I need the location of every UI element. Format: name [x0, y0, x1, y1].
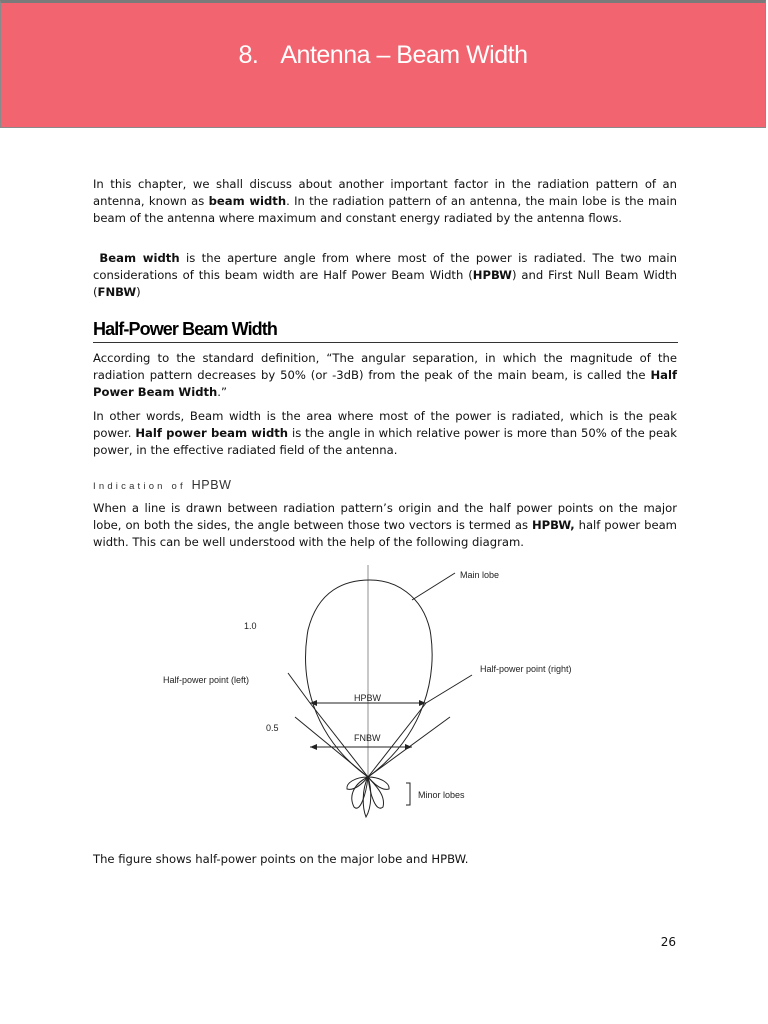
subsection-heading [93, 478, 232, 492]
bold-term-half-power: Half power beam width [135, 426, 289, 440]
fnbw-label: FNBW [354, 733, 381, 743]
hpbw-label: HPBW [354, 693, 381, 703]
beam-width-diagram [150, 555, 600, 825]
chapter-title [1, 41, 765, 70]
text-run: In this chapter, we shall discuss about another important factor in the radiation pattern of an antenna, known as [93, 177, 677, 208]
hp-left-label: Half-power point (left) [163, 675, 250, 685]
main-lobe-pointer [412, 573, 455, 600]
intro-paragraph-1 [93, 176, 677, 227]
main-lobe-label: Main lobe [460, 570, 500, 580]
bold-term-hpbw: HPBW [472, 268, 512, 282]
bold-term-beam-width: Beam width [99, 251, 180, 265]
level-1-label: 1.0 [244, 621, 257, 631]
text-run: In other words, Beam width is the area where most of the power is radiated, which is the peak power. [93, 409, 677, 440]
definition-paragraph [93, 350, 677, 401]
bold-term-beam-width: beam width [208, 194, 287, 208]
minor-lobes-label: Minor lobes [418, 790, 465, 800]
level-half-label: 0.5 [266, 723, 279, 733]
text-run: is the aperture angle from where most of the power is radiated. The two main considerations of this beam width are Half Power Beam Width ( [93, 251, 677, 282]
bold-term-hpbw: HPBW, [531, 518, 575, 532]
text-run: half power beam width. This can be well understood with the help of the following diagram. [93, 518, 677, 549]
text-run: ) and First Null Beam Width ( [93, 268, 677, 299]
chapter-banner [0, 0, 766, 128]
intro-paragraph-2 [93, 250, 677, 301]
hp-right-pointer [426, 675, 472, 703]
text-run: When a line is drawn between radiation pattern’s origin and the half power points on the major lobe, on both the sides, the angle between those two vectors is termed as [93, 501, 677, 532]
bold-term-hpbw-full: Half Power Beam Width [93, 368, 677, 399]
text-run: ) [136, 285, 141, 299]
chapter-title-text: Antenna – Beam Width [280, 41, 528, 69]
text-run: . In the radiation pattern of an antenna, the main lobe is the main beam of the antenna where maximum and constant energy radiated by the antenna flows. [93, 194, 677, 225]
bold-term-fnbw: FNBW [97, 285, 137, 299]
chapter-number: 8. [238, 41, 259, 69]
minor-lobes-bracket [406, 783, 410, 805]
indication-paragraph [93, 500, 677, 551]
arrowhead [405, 744, 412, 750]
explanation-paragraph [93, 408, 677, 459]
minor-lobe [368, 777, 389, 789]
text-run: According to the standard definition, “The angular separation, in which the magnitude of the radiation pattern decreases by 50% (or -3dB) from the peak of the main beam, is called the [93, 351, 677, 382]
figure-caption: The figure shows half-power points on the major lobe and HPBW. [93, 852, 469, 866]
text-run: .” [217, 385, 227, 399]
hp-right-label: Half-power point (right) [480, 664, 572, 674]
page-number: 26 [660, 935, 676, 949]
text-run: is the angle in which relative power is more than 50% of the peak power, in the effective radiated field of the antenna. [93, 426, 677, 457]
subheading-term: HPBW [191, 478, 232, 492]
subheading-prefix: Indication of [93, 481, 192, 492]
arrowhead [310, 744, 317, 750]
section-heading: Half-Power Beam Width [93, 319, 678, 343]
